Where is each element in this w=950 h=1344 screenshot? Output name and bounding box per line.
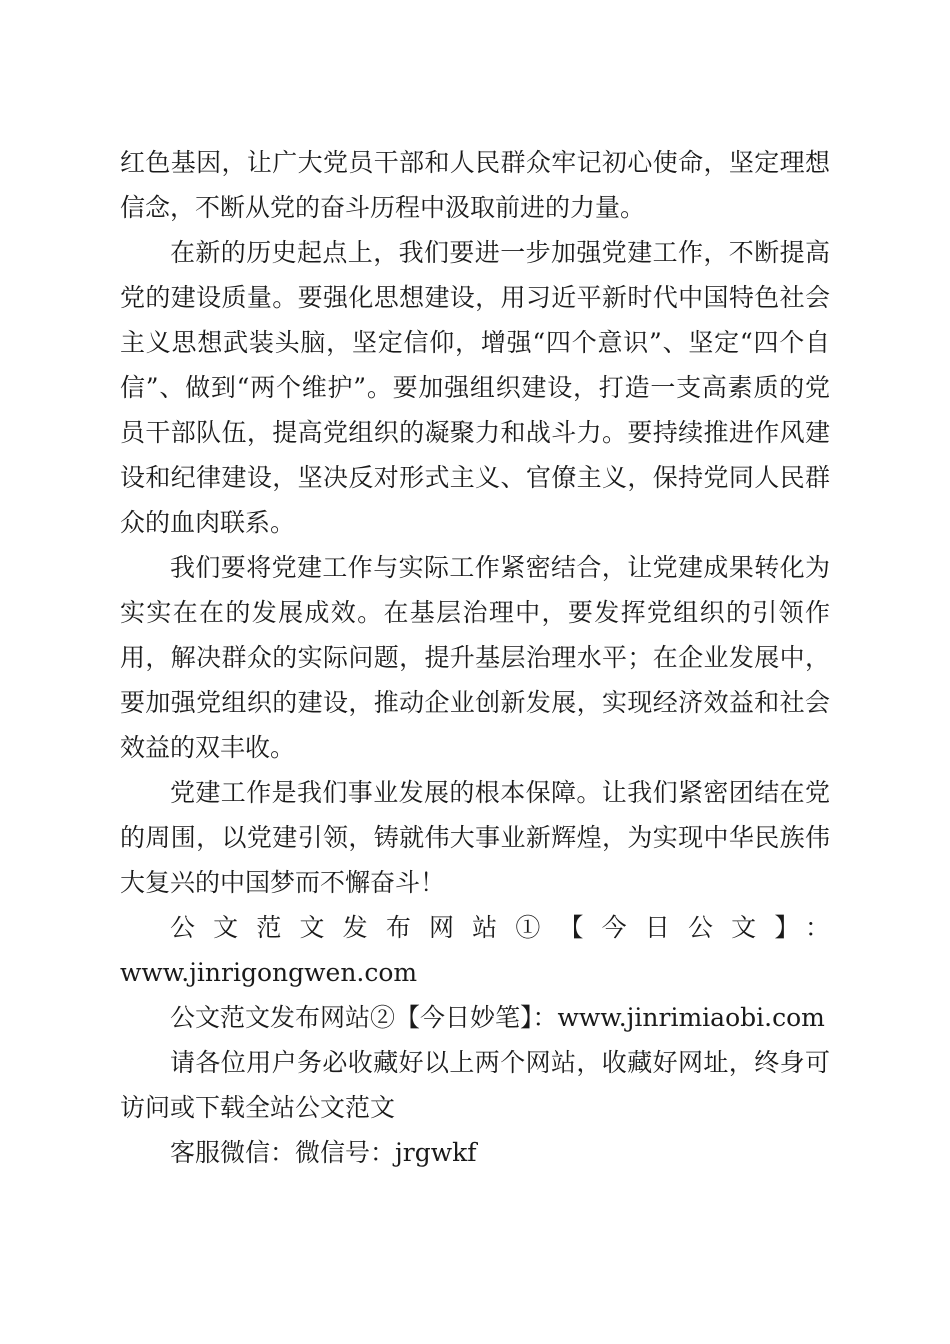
bookmark-notice: 请各位用户务必收藏好以上两个网站，收藏好网址，终身可访问或下载全站公文范文: [120, 1048, 830, 1122]
site2-line[interactable]: 公文范文发布网站②【今日妙笔】：www.jinrimiaobi.com: [170, 1003, 825, 1032]
paragraph-2: 在新的历史起点上，我们要进一步加强党建工作，不断提高党的建设质量。要强化思想建设，用习近平新时代中国特色社会主义思想武装头脑，坚定信仰，增强“四个意识”、坚定“四个自信”、做到“两个维护”。要加强组织建设，打造一支高素质的党员干部队伍，提高党组织的凝聚力和战斗力。要持续推进作风建设和纪律建设，坚决反对形式主义、官僚主义，保持党同人民群众的血肉联系。: [120, 238, 830, 537]
paragraph-4: 党建工作是我们事业发展的根本保障。让我们紧密团结在党的周围，以党建引领，铸就伟大事业新辉煌，为实现中华民族伟大复兴的中国梦而不懈奋斗！: [120, 778, 830, 897]
document-body: [120, 140, 830, 1175]
paragraph-1: 红色基因，让广大党员干部和人民群众牢记初心使命，坚定理想信念，不断从党的奋斗历程中汲取前进的力量。: [120, 148, 830, 222]
customer-service-wechat: 客服微信：微信号：jrgwkf: [170, 1138, 477, 1167]
site1-label: 公文范文发布网站①【今日公文】：: [170, 913, 830, 942]
paragraph-3: 我们要将党建工作与实际工作紧密结合，让党建成果转化为实实在在的发展成效。在基层治理中，要发挥党组织的引领作用，解决群众的实际问题，提升基层治理水平；在企业发展中，要加强党组织的建设，推动企业创新发展，实现经济效益和社会效益的双丰收。: [120, 553, 830, 762]
footer-links: [120, 905, 830, 1175]
site1-url[interactable]: www.jinrigongwen.com: [120, 958, 418, 987]
